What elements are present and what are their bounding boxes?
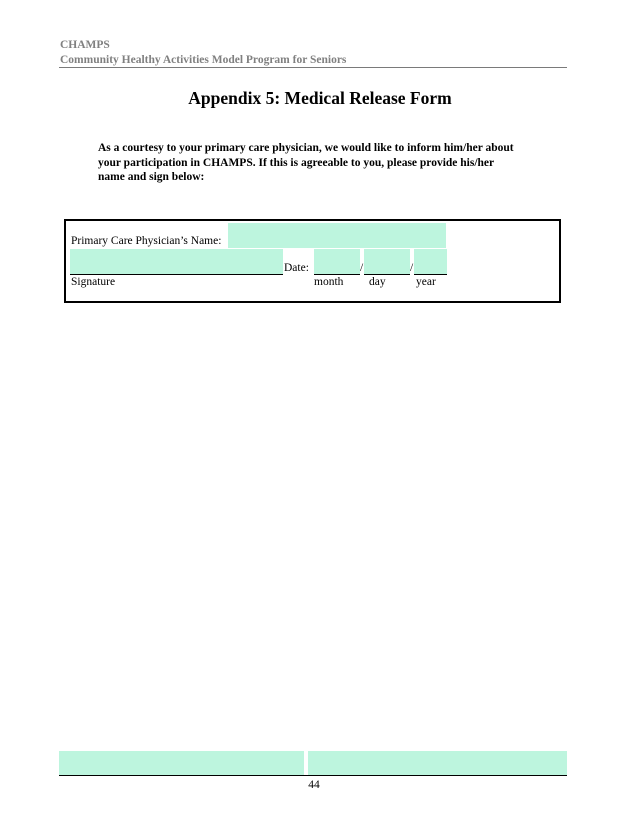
page-number: 44 [308,779,320,791]
intro-line: name and sign below: [98,171,205,183]
physician-name-label: Primary Care Physician’s Name: [71,235,222,247]
intro-line: As a courtesy to your primary care physician, we would like to inform him/her about [98,142,514,154]
year-caption: year [416,276,436,288]
date-month-field[interactable] [314,249,360,274]
signature-underline [70,274,283,275]
date-year-field[interactable] [414,249,447,274]
header-program-name: Community Healthy Activities Model Program for Seniors [60,54,347,66]
signature-field[interactable] [70,249,283,274]
header-acronym: CHAMPS [60,39,110,51]
date-separator: / [410,262,414,274]
running-header [60,38,346,68]
signature-caption: Signature [71,276,116,288]
month-underline [314,274,360,275]
intro-line: your participation in CHAMPS. If this is agreeable to you, please provide his/her [98,156,495,169]
month-caption: month [314,276,344,288]
release-form-box [64,219,561,303]
physician-name-field[interactable] [228,223,446,248]
header-rule [59,67,567,68]
page-title: Appendix 5: Medical Release Form [188,88,452,108]
day-underline [364,274,410,275]
date-separator: / [360,262,364,274]
year-underline [414,274,447,275]
day-caption: day [369,276,386,288]
footer-field-right[interactable] [308,751,567,775]
footer-rule [59,775,567,776]
date-label: Date: [284,262,309,274]
intro-paragraph [98,141,538,185]
date-day-field[interactable] [364,249,410,274]
footer-field-left[interactable] [59,751,304,775]
